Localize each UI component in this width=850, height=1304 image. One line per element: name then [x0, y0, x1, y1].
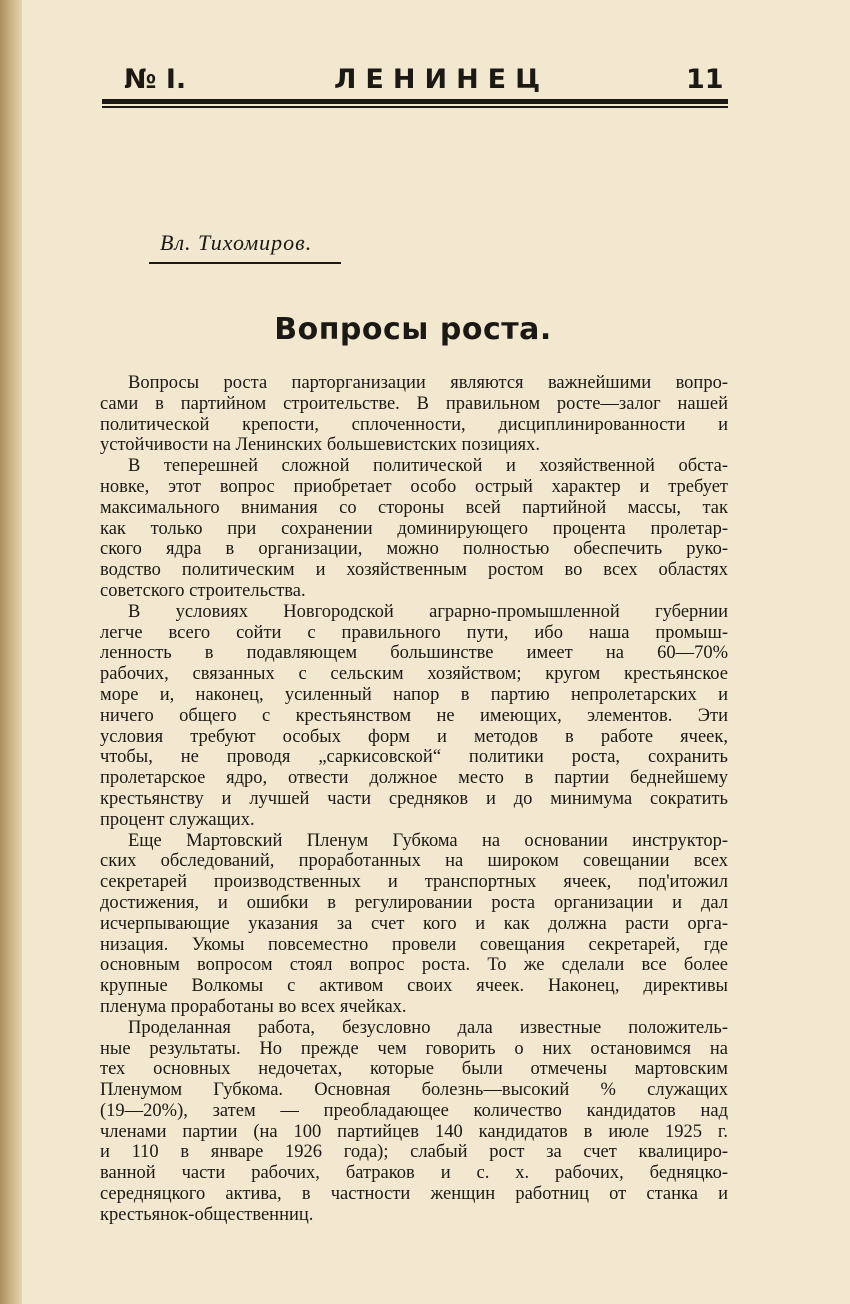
text-line: как только при сохранении доминирующего процента пролетар- [100, 518, 728, 539]
text-line: процент служащих. [100, 809, 255, 830]
text-line: середняцкого актива, в частности женщин работниц от станка и [100, 1184, 728, 1205]
page-number: 11 [686, 64, 724, 95]
running-header [102, 60, 728, 104]
text-line: секретарей производственных и транспортных ячеек, под'итожил [100, 872, 728, 893]
text-line: Вопросы роста парторганизации являются важнейшими вопро- [128, 373, 728, 393]
text-line: пролетарское ядро, отвести должное место в партии беднейшему [100, 768, 728, 789]
header-rule-thick [102, 99, 728, 104]
text-line: ванной части рабочих, батраков и с. х. рабочих, бедняцко- [100, 1163, 728, 1184]
text-line: исчерпывающие указания за счет кого и как должна расти орга- [100, 913, 728, 934]
text-line: Проделанная работа, безусловно дала известные положитель- [128, 1017, 728, 1038]
article-body [100, 373, 728, 1226]
author-underline [149, 262, 341, 264]
text-line: ничего общего с крестьянством не имеющих, элементов. Эти [100, 705, 728, 726]
text-line: крупные Волкомы с активом своих ячеек. Наконец, директивы [100, 976, 728, 997]
text-line: ского ядра в организации, можно полностью обеспечить руко- [100, 539, 728, 560]
text-line: водство политическим и хозяйственным ростом во всех областях [100, 560, 728, 581]
text-line: ских обследований, проработанных на широком совещании всех [100, 851, 728, 872]
text-line: рабочих, связанных с сельским хозяйством; кругом крестьянское [100, 664, 728, 685]
text-line: советского строительства. [100, 580, 306, 601]
text-line: В условиях Новгородской аграрно-промышленной губернии [128, 601, 728, 622]
text-line: чтобы, не проводя „саркисовской“ политики роста, сохранить [100, 747, 728, 768]
text-line: Пленумом Губкома. Основная болезнь—высокий % служащих [100, 1080, 728, 1101]
text-line: новке, этот вопрос приобретает особо острый характер и требует [100, 476, 728, 497]
text-line: легче всего сойти с правильного пути, ибо наша промыш- [100, 622, 728, 643]
text-line: море и, наконец, усиленный напор в партию непролетарских и [100, 684, 728, 705]
text-line: основным вопросом стоял вопрос роста. То же сделали все более [100, 955, 728, 976]
text-line: максимального внимания со стороны всей партийной массы, так [100, 497, 728, 518]
text-line: ленность в подавляющем большинстве имеет на 60—70% [100, 643, 728, 664]
text-line: крестьянству и лучшей части средняков и до минимума сократить [100, 788, 728, 809]
text-line: политической крепости, сплоченности, дисциплинированности и [100, 414, 728, 435]
text-line: и 110 в январе 1926 года); слабый рост за счет квалициро- [100, 1142, 728, 1163]
text-line: Еще Мартовский Пленум Губкома на основании инструктор- [128, 830, 728, 851]
text-line: В теперешней сложной политической и хозяйственной обста- [128, 456, 728, 477]
article-author: Вл. Тихомиров. [160, 230, 313, 255]
text-line: пленума проработаны во всех ячейках. [100, 996, 407, 1017]
text-line: тех основных недочетах, которые были отмечены мартовским [100, 1059, 728, 1080]
text-line: достижения, и ошибки в регулировании роста организации и дал [100, 892, 728, 913]
text-line: сами в партийном строительстве. В правильном росте—залог нашей [100, 393, 728, 414]
text-line: низация. Укомы повсеместно провели совещания секретарей, где [100, 934, 728, 955]
journal-title: ЛЕНИНЕЦ [334, 64, 550, 95]
book-spine-edge [0, 0, 22, 1304]
header-rule-thin [102, 106, 728, 108]
article-title: Вопросы роста. [274, 312, 552, 347]
text-line: устойчивости на Ленинских большевистских позициях. [100, 435, 541, 456]
issue-number: № I. [124, 64, 187, 95]
text-line: (19—20%), затем — преобладающее количество кандидатов над [100, 1100, 728, 1121]
text-line: ные результаты. Но прежде чем говорить о них остановимся на [100, 1038, 728, 1059]
text-line: крестьянок-общественниц. [100, 1204, 314, 1225]
text-line: условия требуют особых форм и методов в работе ячеек, [100, 726, 728, 747]
text-line: членами партии (на 100 партийцев 140 кандидатов в июле 1925 г. [100, 1121, 728, 1142]
